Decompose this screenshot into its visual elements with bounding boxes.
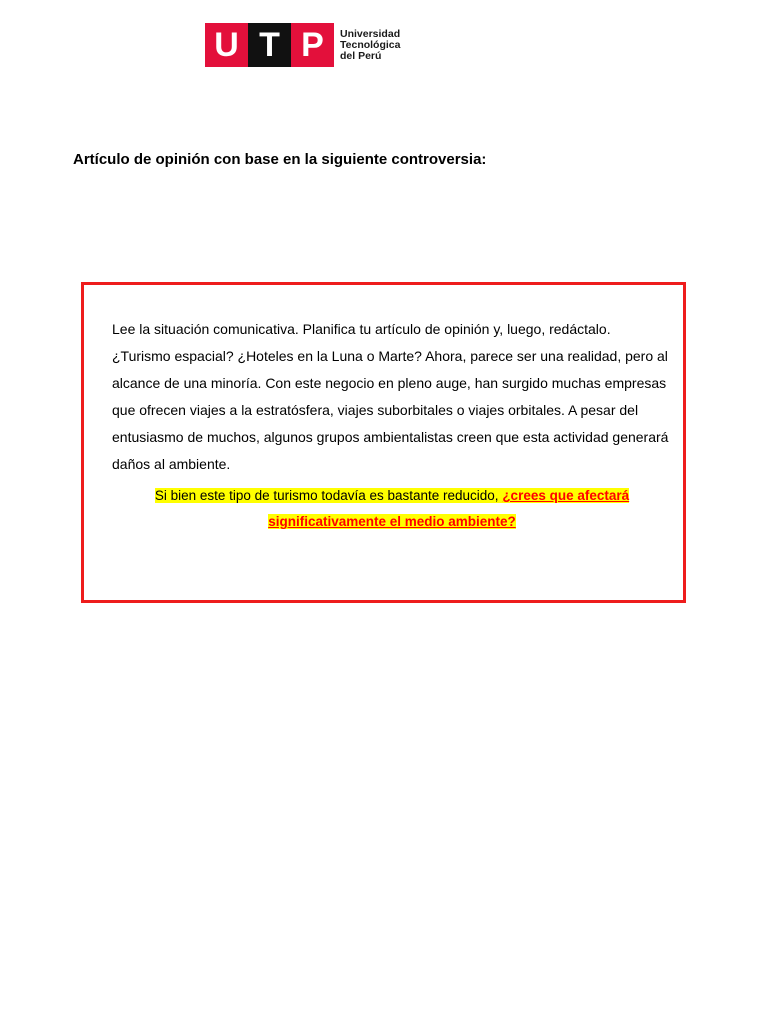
logo-letter-p: P	[291, 23, 334, 67]
logo-letter-t: T	[248, 23, 291, 67]
logo-text-line-2: Tecnológica	[340, 38, 401, 51]
situation-box	[81, 282, 686, 603]
question-intro: Si bien este tipo de turismo todavía es bastante reducido,	[154, 488, 503, 503]
logo-university-name	[340, 23, 400, 67]
logo-text-line-3: del Perú	[340, 49, 382, 62]
question-highlight-2: significativamente el medio ambiente?	[268, 514, 516, 529]
situation-paragraph-1: ¿Turismo espacial? ¿Hoteles en la Luna o Marte? Ahora, parece ser una realidad, pero al	[112, 348, 668, 364]
logo-letter-u: U	[205, 23, 248, 67]
situation-paragraph-5: daños al ambiente.	[112, 456, 231, 472]
instruction-paragraph: Lee la situación comunicativa. Planifica tu artículo de opinión y, luego, redáctalo.	[112, 321, 611, 337]
situation-paragraph-4: entusiasmo de muchos, algunos grupos ambientalistas creen que esta actividad generará	[112, 429, 669, 445]
controversy-question	[112, 483, 672, 535]
situation-paragraph-2: alcance de una minoría. Con este negocio en pleno auge, han surgido muchas empresas	[112, 375, 667, 391]
question-highlight-1: ¿crees que afectará	[502, 488, 630, 503]
situation-content	[112, 321, 672, 546]
situation-paragraph-3: que ofrecen viajes a la estratósfera, viajes suborbitales o viajes orbitales. A pesar del	[112, 402, 639, 418]
page-title: Artículo de opinión con base en la siguiente controversia:	[73, 151, 487, 168]
logo-text-line-1: Universidad	[340, 27, 401, 40]
utp-logo	[205, 23, 400, 67]
